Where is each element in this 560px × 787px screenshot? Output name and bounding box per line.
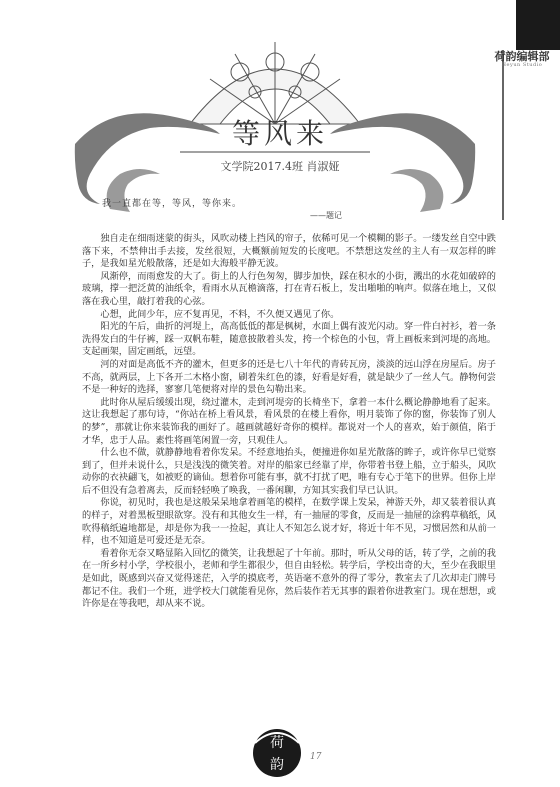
paragraph: 心想，此间少年，应不复再见，不料，不久便又遇见了你。 [100, 308, 340, 320]
paragraph: 河的对面是高低不齐的灌木，但更多的还是七八十年代的青砖瓦房，淡淡的远山浮在房屋后。房子不高，就两层，上下各开二木格小窗，刷着朱红色的漆，好看是好看，就是缺少了一丝人气。静物何尝不是一种好的选择，寥寥几笔便将对岸的景色勾勒出来。 [82, 358, 496, 396]
article-byline: 文学院2017.4班 肖淑娅 [220, 160, 340, 173]
paragraph: 什么也不做，就静静地看着你发呆。不经意地抬头，便撞进你如星光散落的眸子，或许你早已觉察到了，但并未说什么，只是浅浅的微笑着。对岸的船家已经靠了岸，你带着书登上船，立于船头，风吹动你的衣袂翩飞，如被贬的谪仙。想着你可能有事，就不打扰了吧，唯有专心于笔下的世界。但你上岸后不但没有急着离去，反而轻轻唤了唤我，一番闲聊，方知其实我们早已认识。 [82, 447, 496, 496]
paragraph: 风渐停，而雨愈发的大了。街上的人行色匆匆，脚步加快，踩在积水的小街，溅出的水花如破碎的玻璃，撑一把泛黄的油纸伞，看雨水从瓦檐滴落，打在青石板上，发出啪啪的响声。似落在地上，又似落在我心里，敲打着我的心弦。 [82, 270, 496, 307]
corner-block [516, 0, 560, 50]
column-label: 荷韵编辑部 [494, 50, 550, 63]
paragraph: 你说，初见时，我也是这般呆呆地拿着画笔的模样，在数学课上发呆，神游天外，却又装着很认真的样子，对着黑板望眼欲穿。没有和其他女生一样，有一抽屉的零食，反而是一抽屉的涂鸦草稿纸，风吹得稿纸遍地都是，却是你为我一一捡起，真让人不知怎么说才好，将近十年不见，习惯居然和从前一样，也不知道是可爱还是无奈。 [82, 497, 496, 547]
page-number: 17 [310, 752, 322, 762]
epigraph: 我一直都在等，等风，等你来。 [102, 199, 243, 209]
logo-char-1: 荷 [270, 735, 284, 751]
paragraph: 阳光的午后，曲折的河堤上，高高低低的都是枫树，水面上偶有波光闪动。穿一件白衬衫，着一条洗得发白的牛仔裤，踩一双帆布鞋，随意披散着头发，挎一个棕色的小包，背上画板来到河堤的高地。支起画架，固定画纸，远望。 [82, 321, 496, 358]
article-body [82, 233, 496, 611]
paragraph: 此时你从屋后缓缓出现，绕过灌木，走到河堤旁的长椅坐下，拿着一本什么概论静静地看了起来。这让我想起了那句诗，“你站在桥上看风景，看风景的在楼上看你，明月装饰了你的窗，你装饰了别人的梦”，那就让你来装饰我的画好了。越画就越好奇你的模样。都说对一个人的喜欢，始于颜值，陷于才华，忠于人品。素性将画笔闲置一旁，只观佳人。 [82, 396, 496, 446]
heyun-logo [247, 713, 307, 785]
logo-char-2: 韵 [270, 757, 284, 773]
column-sublabel: Heyun Studio [501, 62, 543, 68]
paragraph: 看着你无奈又略显陷入回忆的微笑，让我想起了十年前。那时，听从父母的话，转了学，之前的我在一所乡村小学，学校很小，老师和学生都很少，但自由轻松。转学后，学校出奇的大，至少在我眼里是如此，既感到兴奋又觉得迷茫，入学的摸底考，英语毫不意外的得了零分，教室去了几次却走门牌号都记不住。我们一个班，进学校大门就能看见你，然后装作若无其事的跟着你进教室门。现在想想，或许你是在等我吧，却从来不说。 [82, 547, 496, 610]
epigraph-source: ——题记 [310, 211, 342, 220]
article-title: 等风来 [231, 117, 328, 150]
paragraph: 独自走在细雨迷蒙的街头，风吹动楼上挡风的帘子，依稀可见一个模糊的影子。一缕发丝自空中跌落下来，不禁伸出手去接，发丝很短，大概额前短发的长度吧。不禁想这发丝的主人有一双怎样的眸子，是我如星光般散落，还是如大海般平静无波。 [82, 233, 496, 270]
